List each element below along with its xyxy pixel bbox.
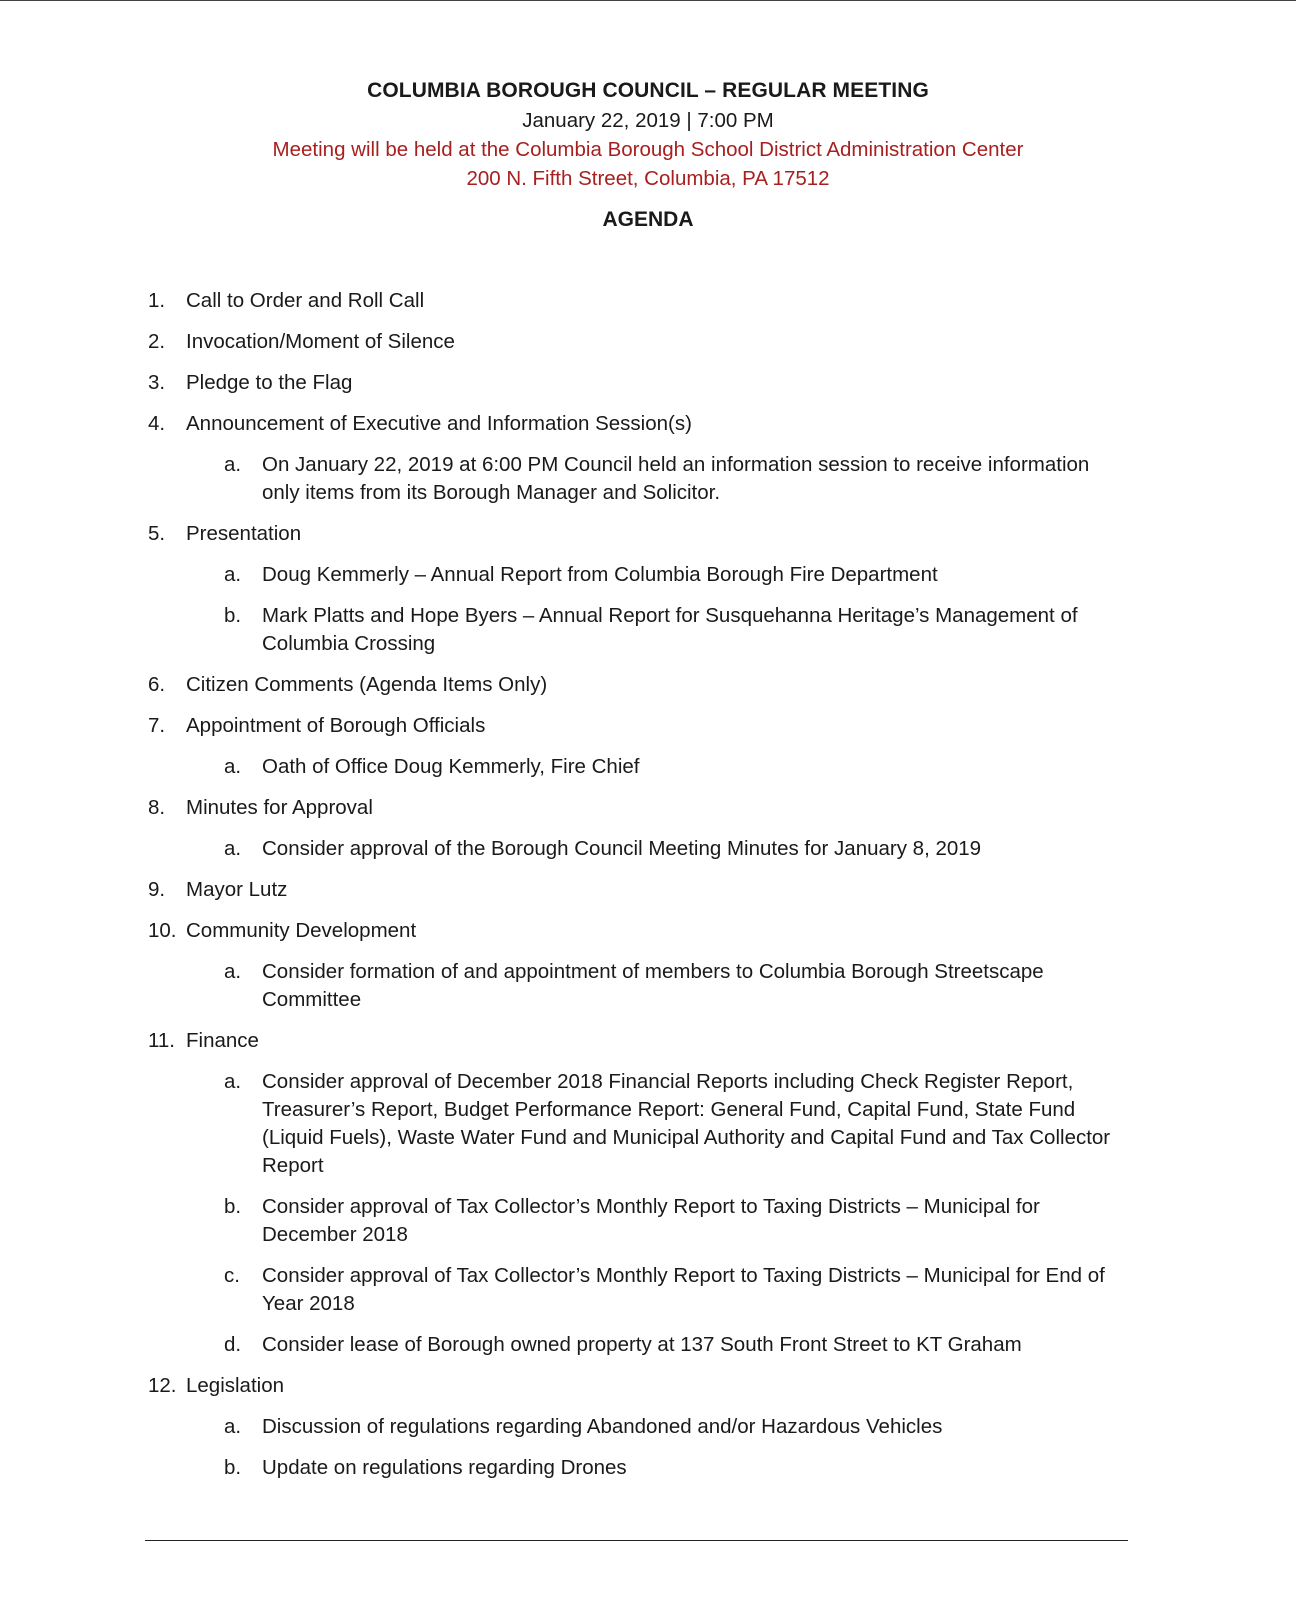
- subitem-letter: c.: [224, 1264, 240, 1287]
- item-number: 8.: [148, 796, 166, 819]
- subitem-letter: a.: [224, 837, 242, 860]
- agenda-item: [0, 369, 1296, 397]
- agenda-item: [0, 917, 1296, 945]
- item-text: Appointment of Borough Officials: [186, 714, 486, 737]
- agenda-subitem: [0, 835, 1296, 863]
- item-text: Pledge to the Flag: [186, 371, 353, 394]
- meeting-address: 200 N. Fifth Street, Columbia, PA 17512: [466, 167, 830, 190]
- agenda-subitem: [0, 561, 1296, 589]
- item-number: 9.: [148, 878, 166, 901]
- item-number: 4.: [148, 412, 166, 435]
- item-text: Announcement of Executive and Information Session(s): [186, 412, 692, 435]
- agenda-subitem: [0, 1331, 1296, 1359]
- item-text: Legislation: [186, 1374, 285, 1397]
- subitem-letter: b.: [224, 1456, 242, 1479]
- agenda-subitem: [0, 1262, 1296, 1318]
- subitem-text: Consider lease of Borough owned property at 137 South Front Street to KT Graham: [262, 1333, 1022, 1356]
- subitem-letter: a.: [224, 1070, 242, 1093]
- subitem-letter: a.: [224, 1415, 242, 1438]
- subitem-text: Mark Platts and Hope Byers – Annual Report for Susquehanna Heritage’s Management of Columbia Crossing: [262, 604, 1078, 655]
- meeting-datetime: January 22, 2019 | 7:00 PM: [522, 109, 774, 132]
- item-text: Finance: [186, 1029, 259, 1052]
- agenda-item: [0, 794, 1296, 822]
- subitem-letter: d.: [224, 1333, 242, 1356]
- agenda-subitem: [0, 1193, 1296, 1249]
- agenda-item: [0, 328, 1296, 356]
- item-number: 5.: [148, 522, 166, 545]
- document-header: [0, 76, 1296, 235]
- subitem-letter: a.: [224, 453, 242, 476]
- agenda-list: [0, 287, 1296, 1495]
- agenda-subitem: [0, 602, 1296, 658]
- meeting-title: COLUMBIA BOROUGH COUNCIL – REGULAR MEETING: [367, 79, 929, 102]
- agenda-item: [0, 712, 1296, 740]
- top-divider: [0, 0, 1296, 1]
- subitem-text: Discussion of regulations regarding Abandoned and/or Hazardous Vehicles: [262, 1415, 943, 1438]
- agenda-item: [0, 410, 1296, 438]
- item-text: Minutes for Approval: [186, 796, 373, 819]
- agenda-item: [0, 1027, 1296, 1055]
- agenda-subitem: [0, 451, 1296, 507]
- item-number: 12.: [148, 1374, 177, 1397]
- agenda-subitem: [0, 1413, 1296, 1441]
- subitem-text: On January 22, 2019 at 6:00 PM Council held an information session to receive information only items from its Borough Manager and Solicitor.: [262, 453, 1090, 504]
- agenda-subitem: [0, 1068, 1296, 1180]
- subitem-text: Doug Kemmerly – Annual Report from Columbia Borough Fire Department: [262, 563, 938, 586]
- subitem-letter: b.: [224, 1195, 242, 1218]
- item-number: 7.: [148, 714, 166, 737]
- agenda-subitem: [0, 1454, 1296, 1482]
- agenda-item: [0, 287, 1296, 315]
- subitem-letter: b.: [224, 604, 242, 627]
- item-number: 3.: [148, 371, 166, 394]
- agenda-item: [0, 520, 1296, 548]
- agenda-item: [0, 671, 1296, 699]
- subitem-text: Consider approval of the Borough Council Meeting Minutes for January 8, 2019: [262, 837, 982, 860]
- agenda-heading: AGENDA: [602, 208, 694, 231]
- agenda-item: [0, 876, 1296, 904]
- bottom-divider: [145, 1540, 1128, 1541]
- agenda-subitem: [0, 958, 1296, 1014]
- subitem-text: Oath of Office Doug Kemmerly, Fire Chief: [262, 755, 640, 778]
- subitem-text: Consider approval of Tax Collector’s Monthly Report to Taxing Districts – Municipal for End of Year 2018: [262, 1264, 1105, 1315]
- subitem-text: Update on regulations regarding Drones: [262, 1456, 627, 1479]
- item-number: 6.: [148, 673, 166, 696]
- location-note: Meeting will be held at the Columbia Borough School District Administration Center: [272, 138, 1024, 161]
- agenda-subitem: [0, 753, 1296, 781]
- item-number: 2.: [148, 330, 166, 353]
- item-text: Mayor Lutz: [186, 878, 288, 901]
- item-text: Call to Order and Roll Call: [186, 289, 425, 312]
- subitem-text: Consider approval of December 2018 Financial Reports including Check Register Report, Treasurer’s Report, Budget Performance Report: General Fund, Capital Fund, State Fund (Liquid Fuels), Waste Water Fund and Municipal Authority and Capital Fund and Tax Collector Report: [262, 1070, 1111, 1177]
- item-text: Presentation: [186, 522, 302, 545]
- item-number: 11.: [148, 1029, 175, 1052]
- subitem-text: Consider formation of and appointment of members to Columbia Borough Streetscape Committee: [262, 960, 1044, 1011]
- subitem-letter: a.: [224, 755, 242, 778]
- item-number: 10.: [148, 919, 177, 942]
- agenda-item: [0, 1372, 1296, 1400]
- subitem-letter: a.: [224, 960, 242, 983]
- item-text: Community Development: [186, 919, 417, 942]
- subitem-letter: a.: [224, 563, 242, 586]
- item-number: 1.: [148, 289, 166, 312]
- item-text: Invocation/Moment of Silence: [186, 330, 455, 353]
- subitem-text: Consider approval of Tax Collector’s Monthly Report to Taxing Districts – Municipal for December 2018: [262, 1195, 1040, 1246]
- item-text: Citizen Comments (Agenda Items Only): [186, 673, 548, 696]
